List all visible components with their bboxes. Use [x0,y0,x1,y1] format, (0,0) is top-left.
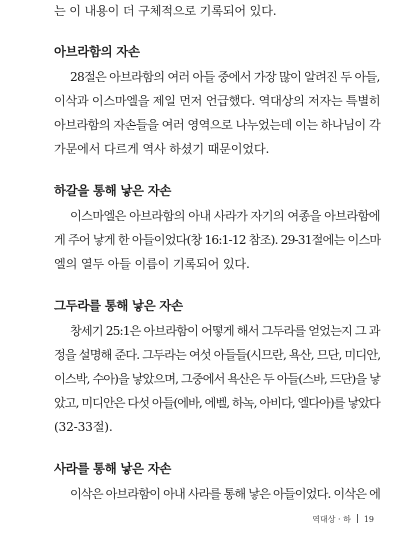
paragraph-line: 이스박, 수아)을 낳았으며, 그중에서 욕산은 두 아들(스바, 드단)을 낳 [54,372,380,386]
intro-line: 는 이 내용이 더 구체적으로 기록되어 있다. [54,4,277,18]
paragraph-line: 이삭과 이스마엘을 제일 먼저 언급했다. 역대상의 저자는 특별히 [54,94,381,108]
running-title: 역대상 · 하 [312,515,351,524]
paragraph-line: 정을 설명해 준다. 그두라는 여섯 아들들(시므란, 욕산, 므단, 미디안, [54,348,381,362]
paragraph-line: 았고, 미디안은 다섯 아들(에바, 에벨, 하녹, 아비다, 엘다아)를 낳았다 [54,396,380,410]
paragraph-line: 이삭은 아브라함이 아내 사라를 통해 낳은 아들이었다. 이삭은 에 [70,487,380,501]
paragraph-line: 아브라함의 자손들을 여러 영역으로 나누었는데 이는 하나님이 각 [54,118,381,132]
page-number: 19 [363,515,374,524]
section-heading-hagar-descendants: 하갈을 통해 낳은 자손 [54,183,172,198]
paragraph-line: 28절은 아브라함의 여러 아들 중에서 가장 많이 알려진 두 아들, [70,70,380,84]
paragraph-line: 가문에서 다르게 역사 하셨기 때문이었다. [54,142,270,156]
paragraph-line: 엘의 열두 아들 이름이 기록되어 있다. [54,257,250,271]
page-footer [312,514,374,525]
paragraph-line: 창세기 25:1은 아브라함이 어떻게 해서 그두라를 얻었는지 그 과 [70,324,380,338]
footer-divider [357,514,358,523]
section-heading-sarah-descendants: 사라를 통해 낳은 자손 [54,461,172,476]
section-heading-abraham-descendants: 아브라함의 자손 [54,44,140,59]
paragraph-line: (32-33절). [54,420,113,434]
paragraph-line: 이스마엘은 아브라함의 아내 사라가 자기의 여종을 아브라함에 [70,209,380,223]
paragraph-line: 게 주어 낳게 한 아들이었다(창 16:1-12 참조). 29-31절에는 이스마 [54,233,381,247]
section-heading-keturah-descendants: 그두라를 통해 낳은 자손 [54,298,183,313]
